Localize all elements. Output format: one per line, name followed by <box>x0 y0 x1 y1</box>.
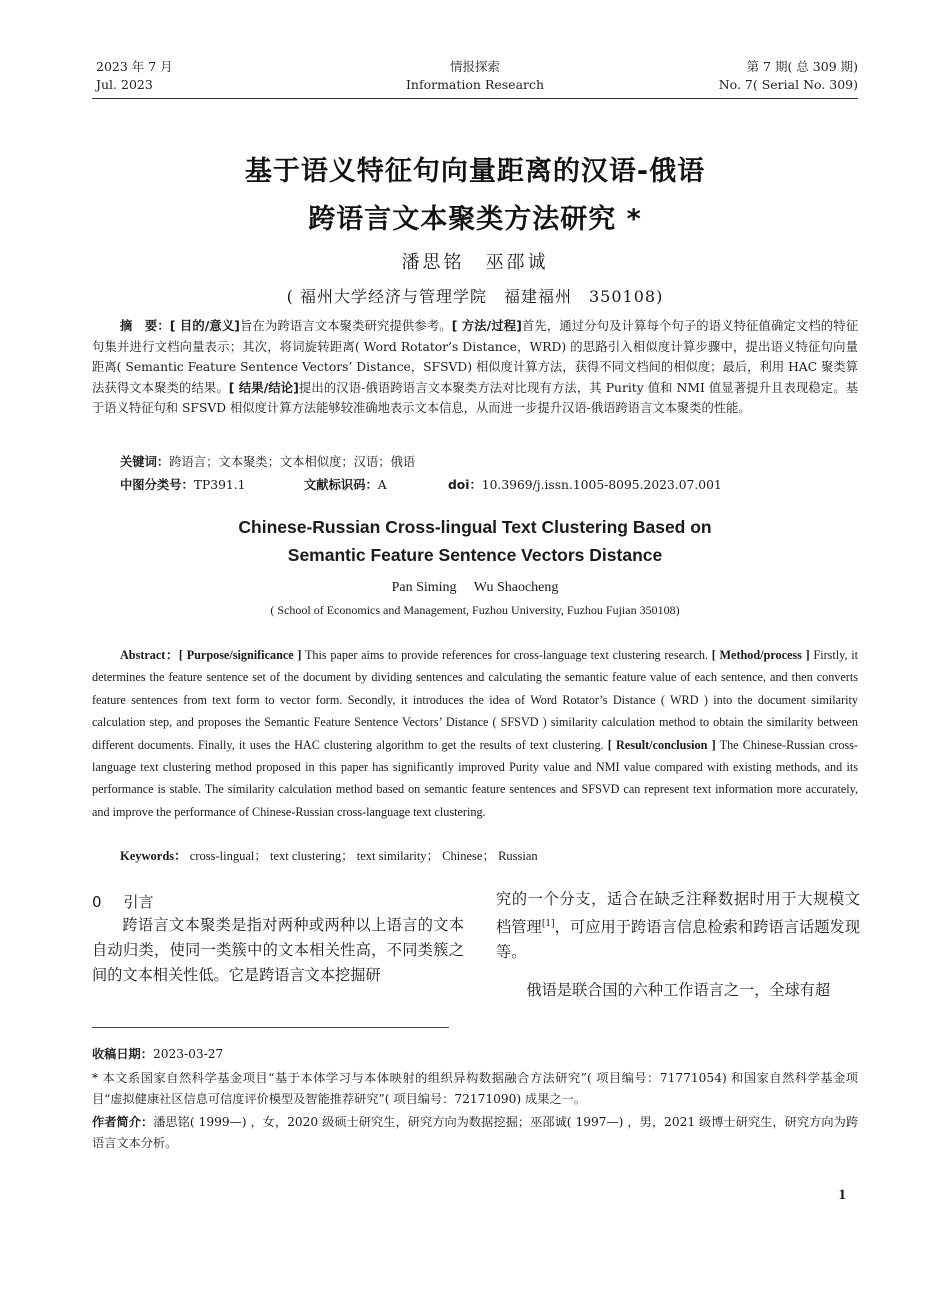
received-date: 2023-03-27 <box>152 1047 224 1061</box>
abstract-en-tag-method: [ Method/process ] <box>711 648 810 662</box>
affiliation-cn: ( 福州大学经济与管理学院 福建福州 350108) <box>286 287 664 306</box>
abstract-cn-tag-purpose: [ 目的/意义] <box>169 319 240 333</box>
abstract-en-tag-result: [ Result/conclusion ] <box>607 737 716 752</box>
abstract-cn-tag-method: [ 方法/过程] <box>451 319 522 333</box>
footnote-received <box>92 1044 858 1065</box>
title-en-line1: Chinese-Russian Cross-lingual Text Clustering Based on <box>238 517 712 537</box>
body-paragraph: 俄语是联合国的六种工作语言之一，全球有超 <box>526 981 831 1000</box>
header-date-en: Jul. 2023 <box>96 77 153 92</box>
received-label: 收稿日期： <box>92 1047 153 1061</box>
footnote-rule <box>92 1027 449 1028</box>
keywords-cn-text: 跨语言；文本聚类；文本相似度；汉语；俄语 <box>169 455 416 469</box>
issue-en: No. 7( Serial No. 309) <box>718 77 858 92</box>
header-rule <box>92 98 858 99</box>
body-paragraph: 跨语言文本聚类是指对两种或两种以上语言的文本自动归类，使同一类簇中的文本相关性高，不同类簇之间的文本相关性低。它是跨语言文本挖掘研 <box>92 916 464 984</box>
header-right <box>719 58 858 94</box>
body-text: ，可应用于跨语言信息检索和跨语言话题发现等。 <box>496 918 861 962</box>
abstract-en <box>92 644 858 823</box>
issue-cn: 第 7 期( 总 309 期) <box>746 59 858 74</box>
title-cn-line2: 跨语言文本聚类方法研究 * <box>308 204 642 235</box>
title-cn-line1: 基于语义特征句向量距离的汉语-俄语 <box>244 156 706 187</box>
clc-label: 中图分类号： <box>120 478 194 492</box>
keywords-cn <box>120 452 415 472</box>
body-paragraph-continued <box>496 887 860 965</box>
classification-line <box>120 475 860 495</box>
abstract-en-method: Firstly, it determines the feature sentence set of the document by dividing sentences and calculating the semantic feature value of each sentence, and then converts feature sentences from text form to vector form. Secondly, it introduces the idea of Word Rotator’s Distance ( WRD ) into the document similarity calculation step, and proposes the Semantic Feature Sentence Vectors’ Distance ( SFSVD ) similarity calculation method to obtain the similarity between different documents. Finally, it uses the HAC clustering algorithm to get the results of text clustering. <box>92 648 859 752</box>
doc-code-value: A <box>377 478 387 492</box>
authors-cn: 潘思铭 巫邵诚 <box>401 252 549 273</box>
abstract-cn-tag-result: [ 结果/结论] <box>228 380 299 395</box>
author-bio-label: 作者简介： <box>92 1115 154 1129</box>
abstract-cn <box>92 316 858 419</box>
abstract-cn-method: 首先，通过分句及计算每个句子的语义特征值确定文档的特征句集并进行文档向量表示；其次，将词旋转距离( Word Rotator’s Distance，WRD) 的思路引入相似度计算步骤中，提出语义特征句向量距离( Semantic Feature Sentence Vectors’ Distance，SFSVD) 相似度计算方法，获得不同文档间的相似度；最后，利用 HAC 聚类算法获得文本聚类的结果。 <box>92 319 858 395</box>
section-heading <box>92 891 154 912</box>
authors-en: Pan Siming Wu Shaocheng <box>391 580 559 595</box>
abstract-en-tag-purpose: [ Purpose/significance ] <box>178 648 302 662</box>
keywords-en-text: cross-lingual； text clustering； text similarity； Chinese； Russian <box>186 849 538 863</box>
author-bio-text: 潘思铭( 1999—) ，女，2020 级硕士研究生，研究方向为数据挖掘；巫邵诚( 1997—) ，男，2021 级博士研究生，研究方向为跨语言文本分析。 <box>92 1115 859 1150</box>
header-date-cn: 2023 年 7 月 <box>96 59 173 74</box>
footnote-fund: * 本文系国家自然科学基金项目“基于本体学习与本体映射的组织异构数据融合方法研究”( 项目编号：71771054) 和国家自然科学基金项目“虚拟健康社区信息可信度评价模型及智能推荐研究”( 项目编号：72171090) 成果之一。 <box>92 1071 858 1106</box>
keywords-en <box>120 846 538 864</box>
abstract-en-result: The Chinese-Russian cross-language text clustering method proposed in this paper has significantly improved Purity value and NMI value compared with existing methods, and its performance is stable. The similarity calculation method based on semantic feature sentences and SFSVD can represent text information more accurately, and improve the performance of Chinese-Russian cross-language text clustering. <box>92 737 858 819</box>
abstract-en-label: Abstract： <box>120 648 179 662</box>
citation-ref[interactable]: [1] <box>541 919 555 929</box>
keywords-en-label: Keywords： <box>120 849 187 863</box>
abstract-en-purpose: This paper aims to provide references for cross-language text clustering research. <box>301 648 712 662</box>
doi-label: doi： <box>448 478 482 492</box>
section-number: 0 <box>92 893 102 911</box>
clc-value: TP391.1 <box>193 478 246 492</box>
body-left-column <box>92 913 464 988</box>
keywords-cn-label: 关键词： <box>120 455 170 469</box>
affiliation-en: ( School of Economics and Management, Fuzhou University, Fuzhou Fujian 350108) <box>270 603 680 617</box>
footnote-author <box>92 1112 858 1153</box>
abstract-cn-label: 摘 要： <box>120 319 170 333</box>
title-en-line2: Semantic Feature Sentence Vectors Distance <box>287 545 663 565</box>
body-text: 究的一个分支，适合在缺乏注释数据时用于大规模文档管理 <box>496 890 860 937</box>
abstract-cn-purpose: 旨在为跨语言文本聚类研究提供参考。 <box>239 319 452 333</box>
page-number: 1 <box>838 1187 846 1203</box>
journal-name-cn: 情报探索 <box>449 59 500 74</box>
body-right-column <box>496 887 860 1003</box>
doi-value[interactable]: 10.3969/j.issn.1005-8095.2023.07.001 <box>481 478 722 492</box>
journal-name-en: Information Research <box>405 77 545 92</box>
abstract-cn-result: 提出的汉语-俄语跨语言文本聚类方法对比现有方法，其 Purity 值和 NMI 值显著提升且表现稳定。基于语义特征句和 SFSVD 相似度计算方法能够较准确地表示文本信息，从而进一步提升汉语-俄语跨语言文本聚类的性能。 <box>92 380 858 415</box>
doc-code-label: 文献标识码： <box>304 478 378 492</box>
section-title: 引言 <box>123 893 154 911</box>
